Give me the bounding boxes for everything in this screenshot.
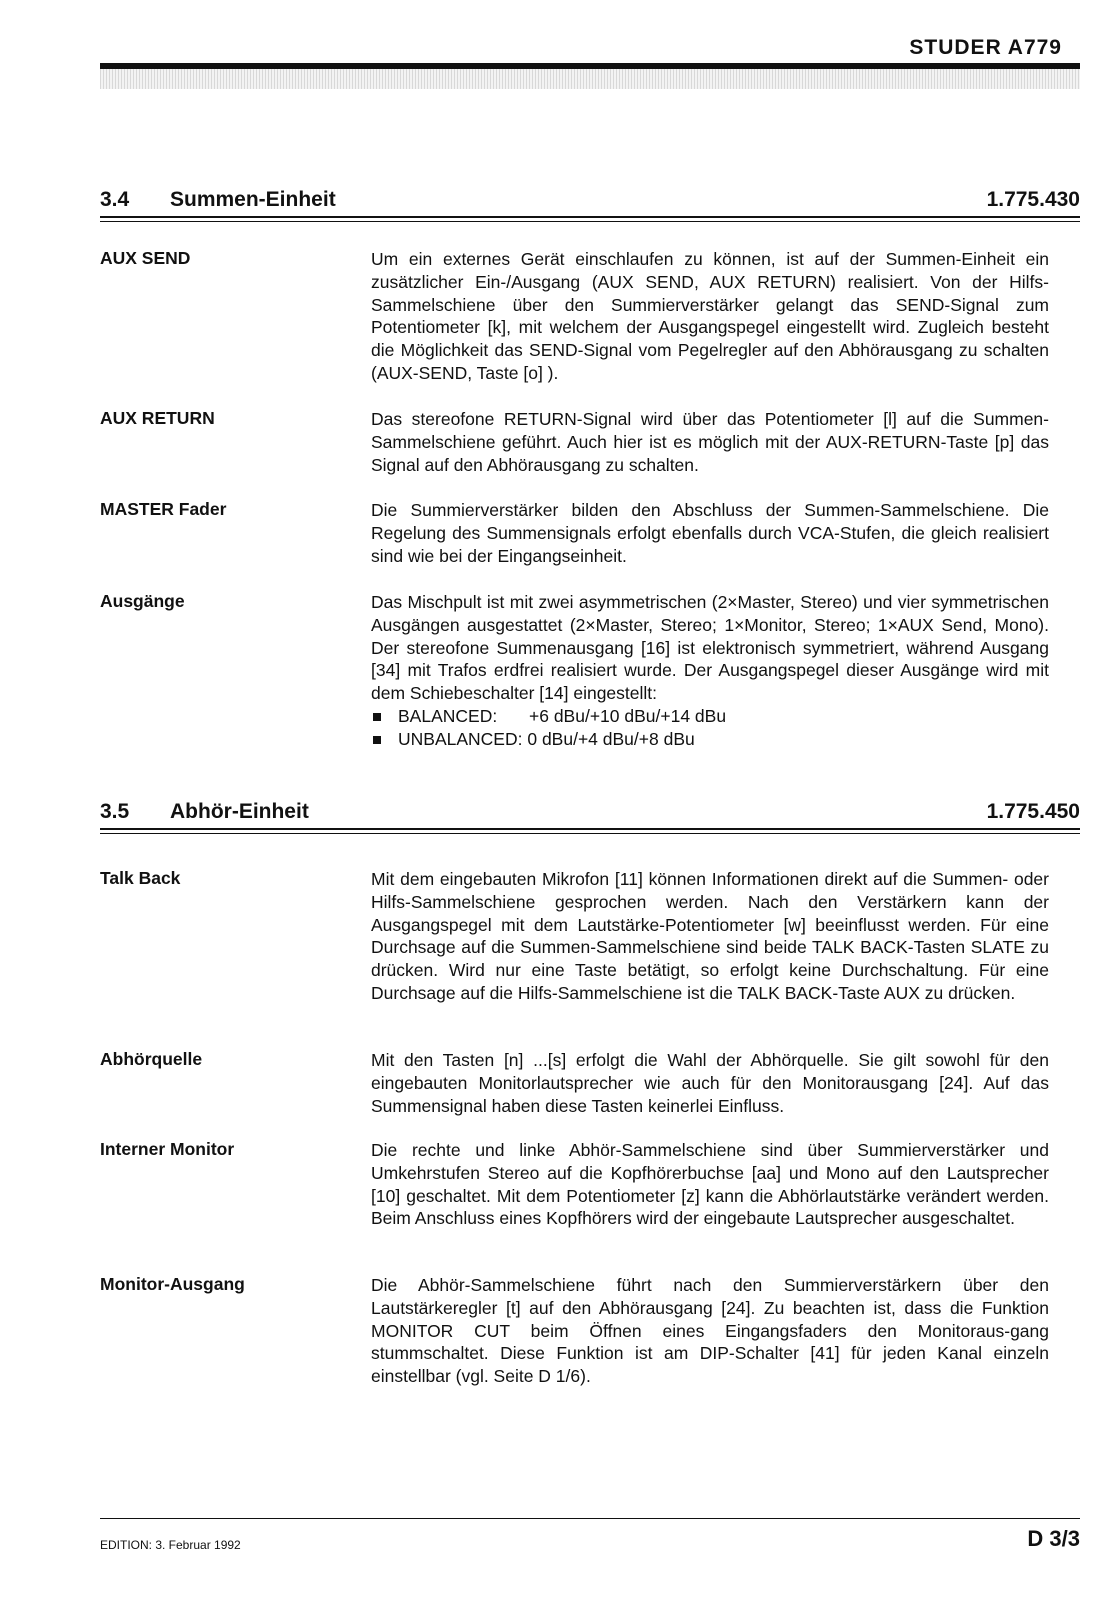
page-brand: STUDER A779 [909,36,1062,59]
section-number: 3.5 [100,800,130,823]
section-rule-thin [100,833,1080,834]
bullet-square-icon [373,736,381,744]
entry-label: Talk Back [100,868,181,888]
section-rule [100,216,1080,218]
entry-text-block [371,591,1049,751]
section-code: 1.775.430 [986,188,1080,211]
entry-label: Ausgänge [100,591,185,611]
section-rule [100,828,1080,830]
section-title: Summen-Einheit [170,188,336,211]
entry-text: Die rechte und linke Abhör-Sammelschiene sind über Summierverstärker und Umkehrstufen Stereo auf die Kopfhörerbuchse [aa] und Mono auf den Lautsprecher [10] geschaltet. Mit dem Potentiometer [z] kann die Abhörlautstärke verändert werden. Beim Anschluss eines Kopfhörers wird der eingebaute Lautsprecher ausgeschaltet. [371,1140,1049,1229]
header-shade [100,69,1080,89]
entry-text: Die Abhör-Sammelschiene führt nach den Summierverstärkern über den Lautstärkeregler [t] auf den Abhörausgang [24]. Zu beachten ist, dass die Funktion MONITOR CUT beim Öffnen eines Eingangsfaders den Monitoraus-gang stummschaltet. Diese Funktion ist am DIP-Schalter [41] für jeden Kanal einzeln einstellbar (vgl. Seite D 1/6). [371,1275,1049,1387]
section-number: 3.4 [100,188,130,211]
section-summen-einheit [100,180,1080,749]
list-term: UNBALANCED: [398,728,523,749]
section-title: Abhör-Einheit [170,800,309,823]
list-item [371,728,1049,751]
list-term: BALANCED: [398,705,498,726]
level-list [371,705,1049,751]
page-number: D 3/3 [1027,1526,1080,1551]
entry-label: Monitor-Ausgang [100,1274,245,1294]
bullet-square-icon [373,713,381,721]
entry-label: AUX RETURN [100,408,215,428]
entry-text: Die Summierverstärker bilden den Abschluss der Summen-Sammelschiene. Die Regelung des Summensignals erfolgt ebenfalls durch VCA-Stufen, die gleich realisiert sind wie bei der Eingangseinheit. [371,500,1049,566]
entry-text: Mit den Tasten [n] ...[s] erfolgt die Wahl der Abhörquelle. Sie gilt sowohl für den eingebauten Monitorlautsprecher wie auch für den Monitorausgang [24]. Auf das Summensignal haben diese Tasten keinerlei Einfluss. [371,1050,1049,1116]
entry-text: Um ein externes Gerät einschlaufen zu können, ist auf der Summen-Einheit ein zusätzlicher Ein-/Ausgang (AUX SEND, AUX RETURN) realisiert. Von der Hilfs-Sammelschiene über den Summierverstärker gelangt das SEND-Signal zum Potentiometer [k], mit welchem der Ausgangspegel eingestellt wird. Zugleich besteht die Möglichkeit das SEND-Signal vom Pegelregler auf den Abhörausgang zu schalten (AUX-SEND, Taste [o] ). [371,249,1049,383]
entry-text: Das stereofone RETURN-Signal wird über das Potentiometer [l] auf die Summen-Sammelschiene geführt. Auch hier ist es möglich mit der AUX-RETURN-Taste [p] das Signal auf den Abhörausgang zu schalten. [371,409,1049,475]
entry-label: Abhörquelle [100,1049,203,1069]
list-value: 0 dBu/+4 dBu/+8 dBu [527,728,695,749]
list-value: +6 dBu/+10 dBu/+14 dBu [529,705,727,726]
entry-text: Mit dem eingebauten Mikrofon [11] können Informationen direkt auf die Summen- oder Hilfs-Sammelschiene gesprochen werden. Nach den Verstärkern kann der Ausgangspegel mit dem Lautstärke-Potentiometer [w] beeinflusst werden. Für eine Durchsage auf die Summen-Sammelschiene sind beide TALK BACK-Tasten SLATE zu drücken. Wird nur eine Taste betätigt, so erfolgt keine Durchschaltung. Für eine Durchsage auf die Hilfs-Sammelschiene ist die TALK BACK-Taste AUX zu drücken. [371,869,1049,1003]
section-rule-thin [100,221,1080,222]
edition-date: EDITION: 3. Februar 1992 [100,1538,241,1552]
entry-label: AUX SEND [100,248,191,268]
footer-rule [100,1518,1080,1519]
section-heading [100,180,1080,220]
entry-text: Das Mischpult ist mit zwei asymmetrischen (2×Master, Stereo) und vier symmetrischen Ausgängen ausgestattet (2×Master, Stereo; 1×Monitor, Stereo; 1×AUX Send, Mono). Der stereofone Summenausgang [16] ist elektronisch symmetriert, während Ausgang [34] mit Trafos erdfrei realisiert wurde. Der Ausgangspegel dieser Ausgänge wird mit dem Schiebeschalter [14] eingestellt: [371,592,1049,704]
section-abhoer-einheit [100,792,1080,1387]
section-code: 1.775.450 [986,800,1080,823]
entry-label: MASTER Fader [100,499,227,519]
list-item [371,705,1049,728]
entry-label: Interner Monitor [100,1139,235,1159]
section-heading [100,792,1080,832]
